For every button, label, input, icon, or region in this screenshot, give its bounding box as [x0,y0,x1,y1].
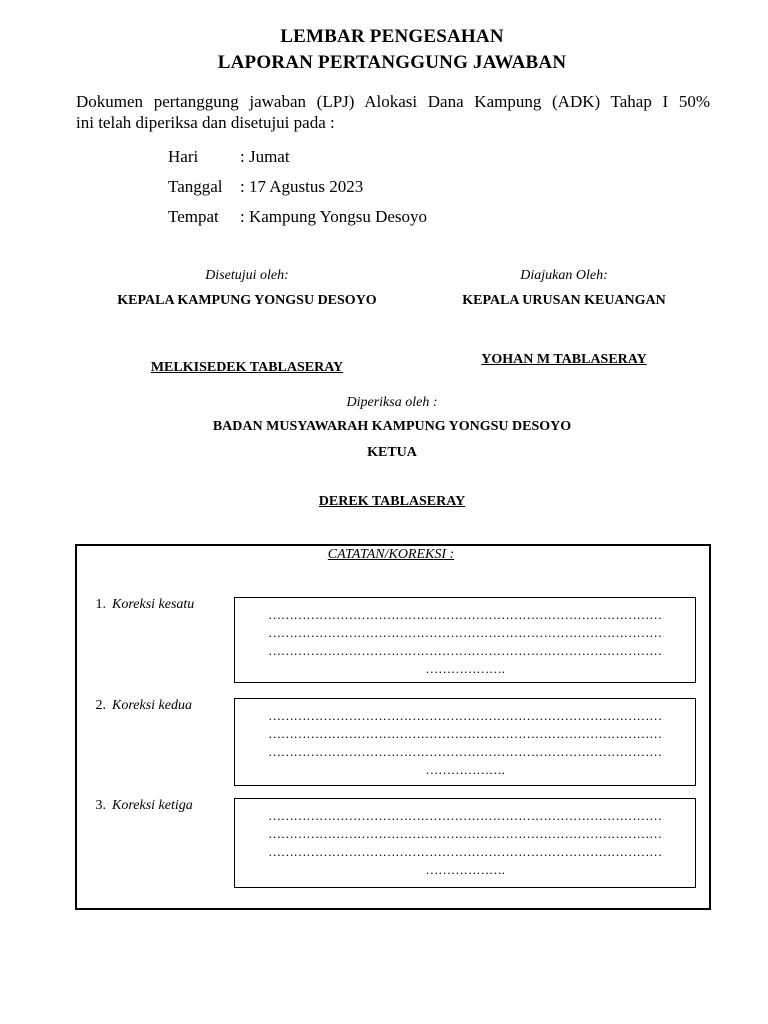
correction-field-2[interactable] [234,698,696,786]
correction-label-2 [82,698,192,714]
correction-field-1[interactable] [234,597,696,683]
finance-head-name: YOHAN M TABLASERAY [481,352,647,367]
village-head-name: MELKISEDEK TABLASERAY [150,360,344,375]
correction-label-text: Koreksi kedua [112,698,192,713]
info-label: Tanggal [168,177,223,196]
info-label: Hari [168,147,199,166]
dots-line: ………………. [425,862,505,877]
intro-line-1: Dokumen pertanggung jawaban (LPJ) Alokasi Dana Kampung (ADK) Tahap I 50% [76,92,710,111]
info-row-day [168,147,290,167]
dots-line: ………………………………………………………………………………… [268,726,662,741]
correction-number: 1. [95,597,106,612]
notes-title: CATATAN/KOREKSI : [327,547,455,562]
dots-line: ………………………………………………………………………………… [268,808,662,823]
correction-label-text: Koreksi kesatu [112,597,195,612]
council-name: BADAN MUSYAWARAH KAMPUNG YONGSU DESOYO [212,419,572,434]
info-value: : Jumat [240,147,290,166]
info-label: Tempat [168,207,219,226]
checked-by-caption: Diperiksa oleh : [346,395,438,410]
correction-field-3[interactable] [234,798,696,888]
correction-label-3 [82,798,193,814]
info-row-place [168,207,427,227]
council-role: KETUA [367,445,417,460]
dots-line: ………………………………………………………………………………… [268,643,662,658]
document-subtitle: LAPORAN PERTANGGUNG JAWABAN [217,52,567,73]
info-value: : 17 Agustus 2023 [240,177,364,196]
intro-line-2: ini telah diperiksa dan disetujui pada : [76,113,335,132]
dots-line: ………………………………………………………………………………… [268,826,662,841]
finance-head-position: KEPALA URUSAN KEUANGAN [462,293,666,308]
info-value: : Kampung Yongsu Desoyo [240,207,428,226]
correction-label-text: Koreksi ketiga [112,798,193,813]
correction-label-1 [82,597,194,613]
approved-by-caption: Disetujui oleh: [205,268,289,283]
correction-number: 2. [95,698,106,713]
dots-line: ………………………………………………………………………………… [268,625,662,640]
dots-line: ………………………………………………………………………………… [268,844,662,859]
info-row-date [168,177,363,197]
correction-number: 3. [95,798,106,813]
dots-line: ………………………………………………………………………………… [268,744,662,759]
council-chair-name: DEREK TABLASERAY [318,494,466,509]
document-title: LEMBAR PENGESAHAN [280,26,504,47]
village-head-position: KEPALA KAMPUNG YONGSU DESOYO [117,293,377,308]
dots-line: ………………. [425,661,505,676]
dots-line: ………………………………………………………………………………… [268,708,662,723]
dots-line: ………………………………………………………………………………… [268,607,662,622]
dots-line: ………………. [425,762,505,777]
submitted-by-caption: Diajukan Oleh: [520,268,608,283]
